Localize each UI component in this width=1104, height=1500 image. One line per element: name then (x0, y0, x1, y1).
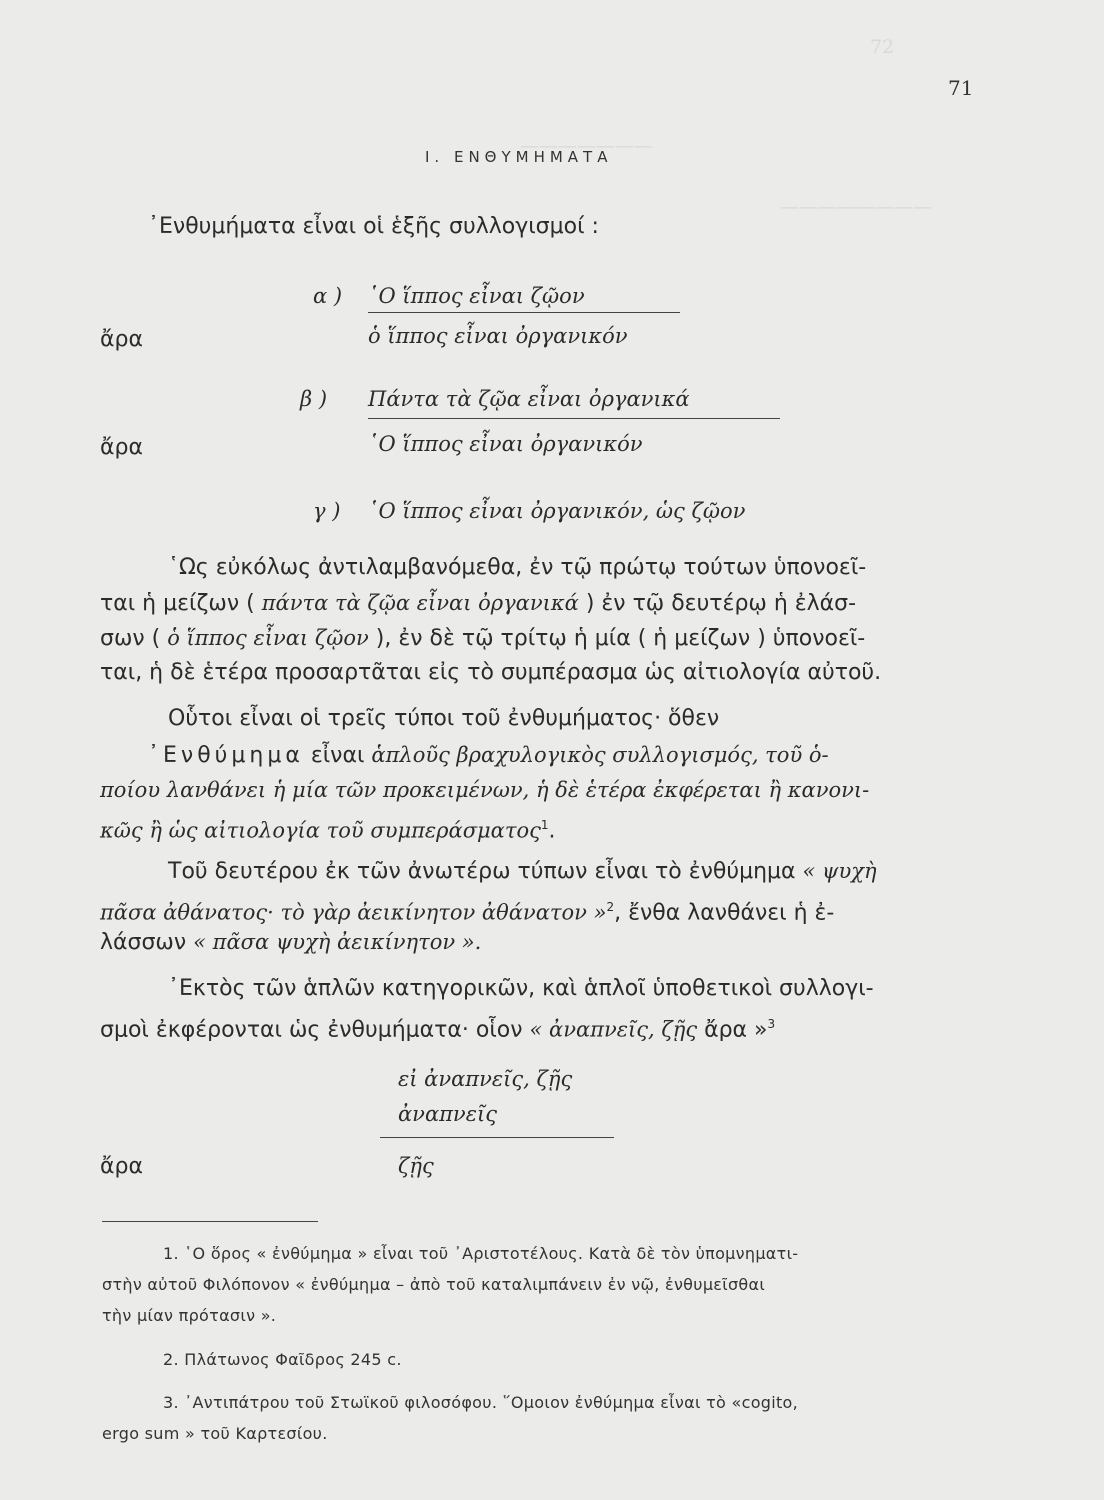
spaced-term: ᾿Ενθύμημα (148, 743, 304, 768)
footnote: 1. ῾Ο ὅρος « ἐνθύμημα » εἶναι τοῦ ᾿Αριστοτέλους. Κατὰ δὲ τὸν ὑπομνηματι- (163, 1244, 799, 1263)
paragraph-line: Οὗτοι εἶναι οἱ τρεῖς τύποι τοῦ ἐνθυμήματος· ὅθεν (168, 706, 720, 731)
bleed-through-text: 72 (870, 36, 895, 58)
ara-label: ἄρα (100, 1154, 143, 1179)
footnote-ref: 1 (540, 818, 549, 832)
example-b-premise: Πάντα τὰ ζῷα εἶναι ὀργανικά (368, 387, 690, 411)
footnote: ergo sum » τοῦ Καρτεσίου. (102, 1424, 328, 1443)
paragraph-line: σων ( ὁ ἵππος εἶναι ζῷον ), ἐν δὲ τῷ τρίτῳ ἡ μία ( ἡ μείζων ) ὑπονοεῖ- (100, 626, 866, 651)
paragraph-line: σμοὶ ἐκφέρονται ὡς ἐνθυμήματα· οἷον « ἀναπνεῖς, ζῇς ἄρα »$^3$ (100, 1017, 776, 1043)
footnote: 3. ᾿Αντιπάτρου τοῦ Στωϊκοῦ φιλοσόφου. ῞Ομοιον ἐνθύμημα εἶναι τὸ «cogito, (163, 1393, 799, 1412)
footnote-rule (102, 1221, 318, 1222)
example-a-label: α ) (313, 284, 343, 308)
paragraph-line: ᾿Ενθύμημα εἶναι ἁπλοῦς βραχυλογικὸς συλλογισμός, τοῦ ὁ- (148, 743, 829, 768)
ara-label: ἄρα (100, 435, 143, 460)
ara-label: ἄρα (100, 327, 143, 352)
bleed-through-text: ——————— (520, 135, 653, 157)
paragraph-line: ᾿Εκτὸς τῶν ἁπλῶν κατηγορικῶν, καὶ ἁπλοῖ ὑποθετικοὶ συλλογι- (168, 976, 874, 1001)
example-c-text: ῾Ο ἵππος εἶναι ὀργανικόν, ὡς ζῷον (368, 499, 746, 523)
example-c-label: γ ) (313, 499, 341, 523)
example-d-premise2: ἀναπνεῖς (398, 1102, 497, 1126)
syllogism-rule (368, 418, 780, 419)
syllogism-rule (380, 1137, 614, 1138)
syllogism-rule (368, 312, 680, 313)
example-b-label: β ) (300, 387, 328, 411)
footnote-ref: 2 (606, 900, 615, 914)
paragraph-line: Τοῦ δευτέρου ἐκ τῶν ἀνωτέρω τύπων εἶναι τὸ ἐνθύμημα « ψυχὴ (168, 859, 877, 884)
intro-line: ᾿Ενθυμήματα εἶναι οἱ ἑξῆς συλλογισμοί : (148, 214, 599, 239)
bleed-through-text: ———————— (780, 196, 932, 218)
footnote: 2. Πλάτωνος Φαῖδρος 245 c. (163, 1350, 402, 1369)
footnote-ref: 3 (767, 1017, 776, 1031)
paragraph-line: ται, ἡ δὲ ἑτέρα προσαρτᾶται εἰς τὸ συμπέρασμα ὡς αἰτιολογία αὐτοῦ. (100, 660, 882, 685)
paragraph-line: κῶς ἢ ὡς αἰτιολογία τοῦ συμπεράσματος$^1$. (100, 818, 556, 844)
paragraph-line: πᾶσα ἀθάνατος· τὸ γὰρ ἀεικίνητον ἀθάνατον »$^2$, ἔνθα λανθάνει ἡ ἐ- (100, 900, 835, 926)
example-b-conclusion: ῾Ο ἵππος εἶναι ὀργανικόν (368, 432, 643, 456)
paragraph-line: ῾Ως εὐκόλως ἀντιλαμβανόμεθα, ἐν τῷ πρώτῳ τούτων ὑπονοεῖ- (168, 555, 867, 580)
paragraph-line: ποίου λανθάνει ἡ μία τῶν προκειμένων, ἡ δὲ ἑτέρα ἐκφέρεται ἢ κανονι- (100, 778, 870, 802)
paragraph-line: ται ἡ μείζων ( πάντα τὰ ζῷα εἶναι ὀργανικά ) ἐν τῷ δευτέρῳ ἡ ἐλάσ- (100, 591, 857, 616)
page-number: 71 (948, 76, 974, 100)
example-d-conclusion: ζῇς (398, 1154, 434, 1178)
footnote: στὴν αὐτοῦ Φιλόπονον « ἐνθύμημα – ἀπὸ τοῦ καταλιμπάνειν ἐν νῷ, ἐνθυμεῖσθαι (102, 1275, 766, 1294)
section-title: Ι. ΕΝΘΥΜΗΜΑΤΑ (425, 148, 613, 166)
footnote: τὴν μίαν πρότασιν ». (102, 1306, 277, 1325)
example-a-premise: ῾Ο ἵππος εἶναι ζῷον (368, 284, 585, 308)
paragraph-line: λάσσων « πᾶσα ψυχὴ ἀεικίνητον ». (100, 930, 482, 955)
example-d-premise1: εἰ ἀναπνεῖς, ζῇς (398, 1067, 573, 1091)
example-a-conclusion: ὁ ἵππος εἶναι ὀργανικόν (368, 324, 628, 348)
